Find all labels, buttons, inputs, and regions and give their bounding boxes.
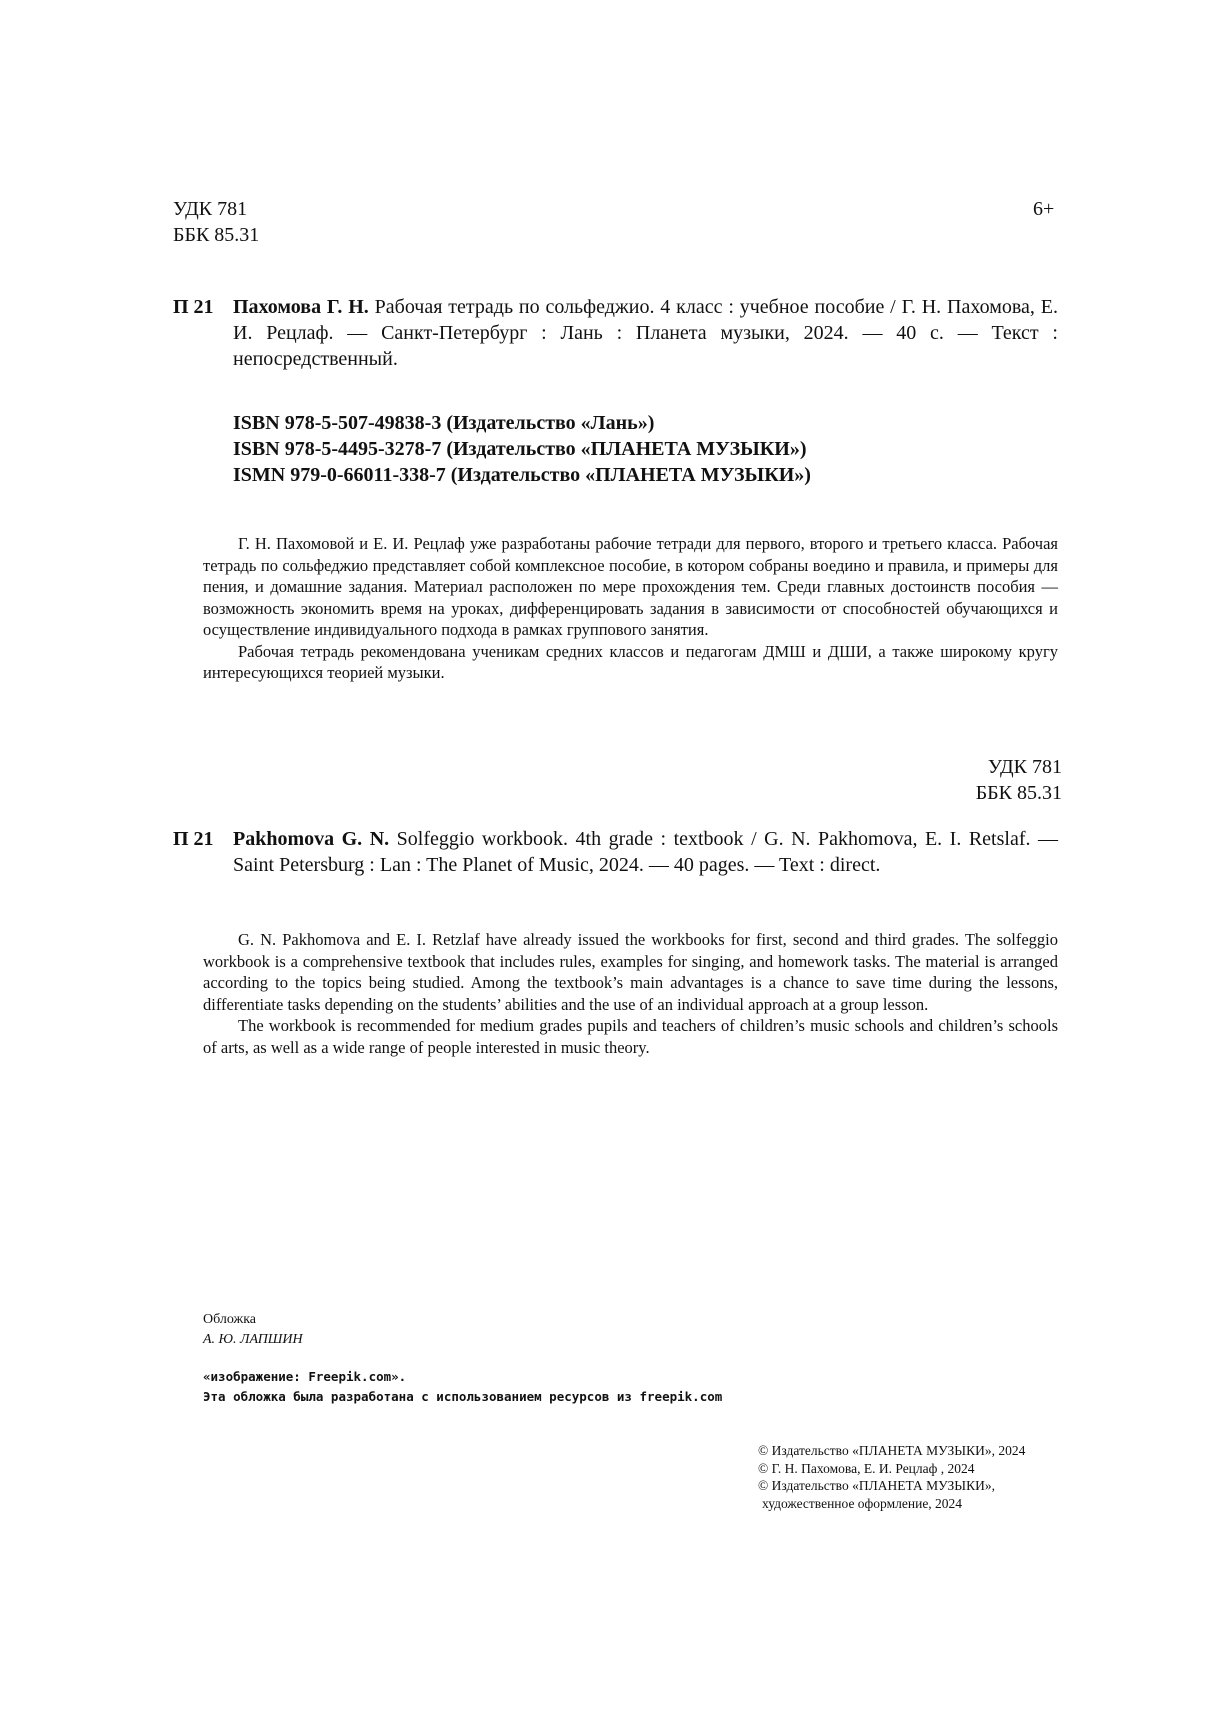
ismn-line: ISMN 979-0-66011-338-7 (Издательство «ПЛАНЕТА МУЗЫКИ»)	[233, 464, 811, 486]
catalog-author: Pakhomova G. N.	[233, 828, 390, 850]
annotation-paragraph: Рабочая тетрадь рекомендована ученикам средних классов и педагогам ДМШ и ДШИ, а также широкому кругу интересующихся теорией музыки.	[203, 641, 1058, 682]
catalog-index: П 21	[173, 828, 214, 850]
catalog-entry-ru	[173, 294, 1058, 372]
copyright-line: художественное оформление, 2024	[762, 1495, 963, 1511]
catalog-entry-en	[173, 826, 1058, 878]
age-rating: 6+	[1033, 198, 1055, 220]
annotation-en	[203, 929, 1058, 1058]
catalog-description: Рабочая тетрадь по сольфеджио. 4 класс : учебное пособие / Г. Н. Пахомова, Е. И. Рецлаф. — Санкт-Петербург : Лань : Планета музыки, 2024. — 40 с. — Текст : непосредственный.	[233, 296, 1058, 370]
copyright-line: © Издательство «ПЛАНЕТА МУЗЫКИ»,	[758, 1478, 995, 1493]
copyright-block	[758, 1442, 1078, 1512]
catalog-description: Solfeggio workbook. 4th grade : textbook / G. N. Pakhomova, E. I. Retslaf. — Saint Petersburg : Lan : The Planet of Music, 2024. — 40 pages. — Text : direct.	[233, 828, 1058, 876]
isbn-line: ISBN 978-5-507-49838-3 (Издательство «Лань»)	[233, 412, 655, 434]
annotation-paragraph: G. N. Pakhomova and E. I. Retzlaf have already issued the workbooks for first, second and third grades. The solfeggio workbook is a comprehensive textbook that includes rules, examples for singing, and homework tasks. The material is arranged according to the topics being studied. Among the textbook’s main advantages is a chance to save time during the lessons, differentiate tasks depending on the students’ abilities and the use of an individual approach at a group lesson.	[203, 930, 1058, 1014]
udk-code-en: УДК 781	[987, 756, 1062, 778]
annotation-paragraph: The workbook is recommended for medium grades pupils and teachers of children’s music schools and children’s schools of arts, as well as a wide range of people interested in music theory.	[203, 1016, 1058, 1057]
catalog-index: П 21	[173, 296, 214, 318]
freepik-attribution: «изображение: Freepik.com».	[203, 1369, 407, 1384]
freepik-notice: Эта обложка была разработана с использованием ресурсов из freepik.com	[203, 1389, 723, 1404]
isbn-block	[233, 410, 1033, 488]
bbk-code-top: ББК 85.31	[173, 224, 260, 246]
annotation-paragraph: Г. Н. Пахомовой и Е. И. Рецлаф уже разработаны рабочие тетради для первого, второго и третьего класса. Рабочая тетрадь по сольфеджио представляет собой комплексное пособие, в котором собраны воедино и правила, и примеры для пения, и домашние задания. Материал расположен по мере прохождения тем. Среди главных достоинств пособия — возможность экономить время на уроках, дифференцировать задания в зависимости от способностей обучающихся и осуществление индивидуального подхода в рамках группового занятия.	[203, 534, 1058, 639]
annotation-ru	[203, 533, 1058, 684]
copyright-line: © Издательство «ПЛАНЕТА МУЗЫКИ», 2024	[758, 1443, 1026, 1458]
cover-artist: А. Ю. ЛАПШИН	[203, 1332, 303, 1347]
catalog-author: Пахомова Г. Н.	[233, 296, 369, 318]
bbk-code-en: ББК 85.31	[975, 782, 1062, 804]
cover-label: Обложка	[203, 1312, 256, 1327]
isbn-line: ISBN 978-5-4495-3278-7 (Издательство «ПЛАНЕТА МУЗЫКИ»)	[233, 438, 807, 460]
copyright-line: © Г. Н. Пахомова, Е. И. Рецлаф , 2024	[758, 1460, 975, 1476]
udk-code-top: УДК 781	[173, 198, 248, 220]
